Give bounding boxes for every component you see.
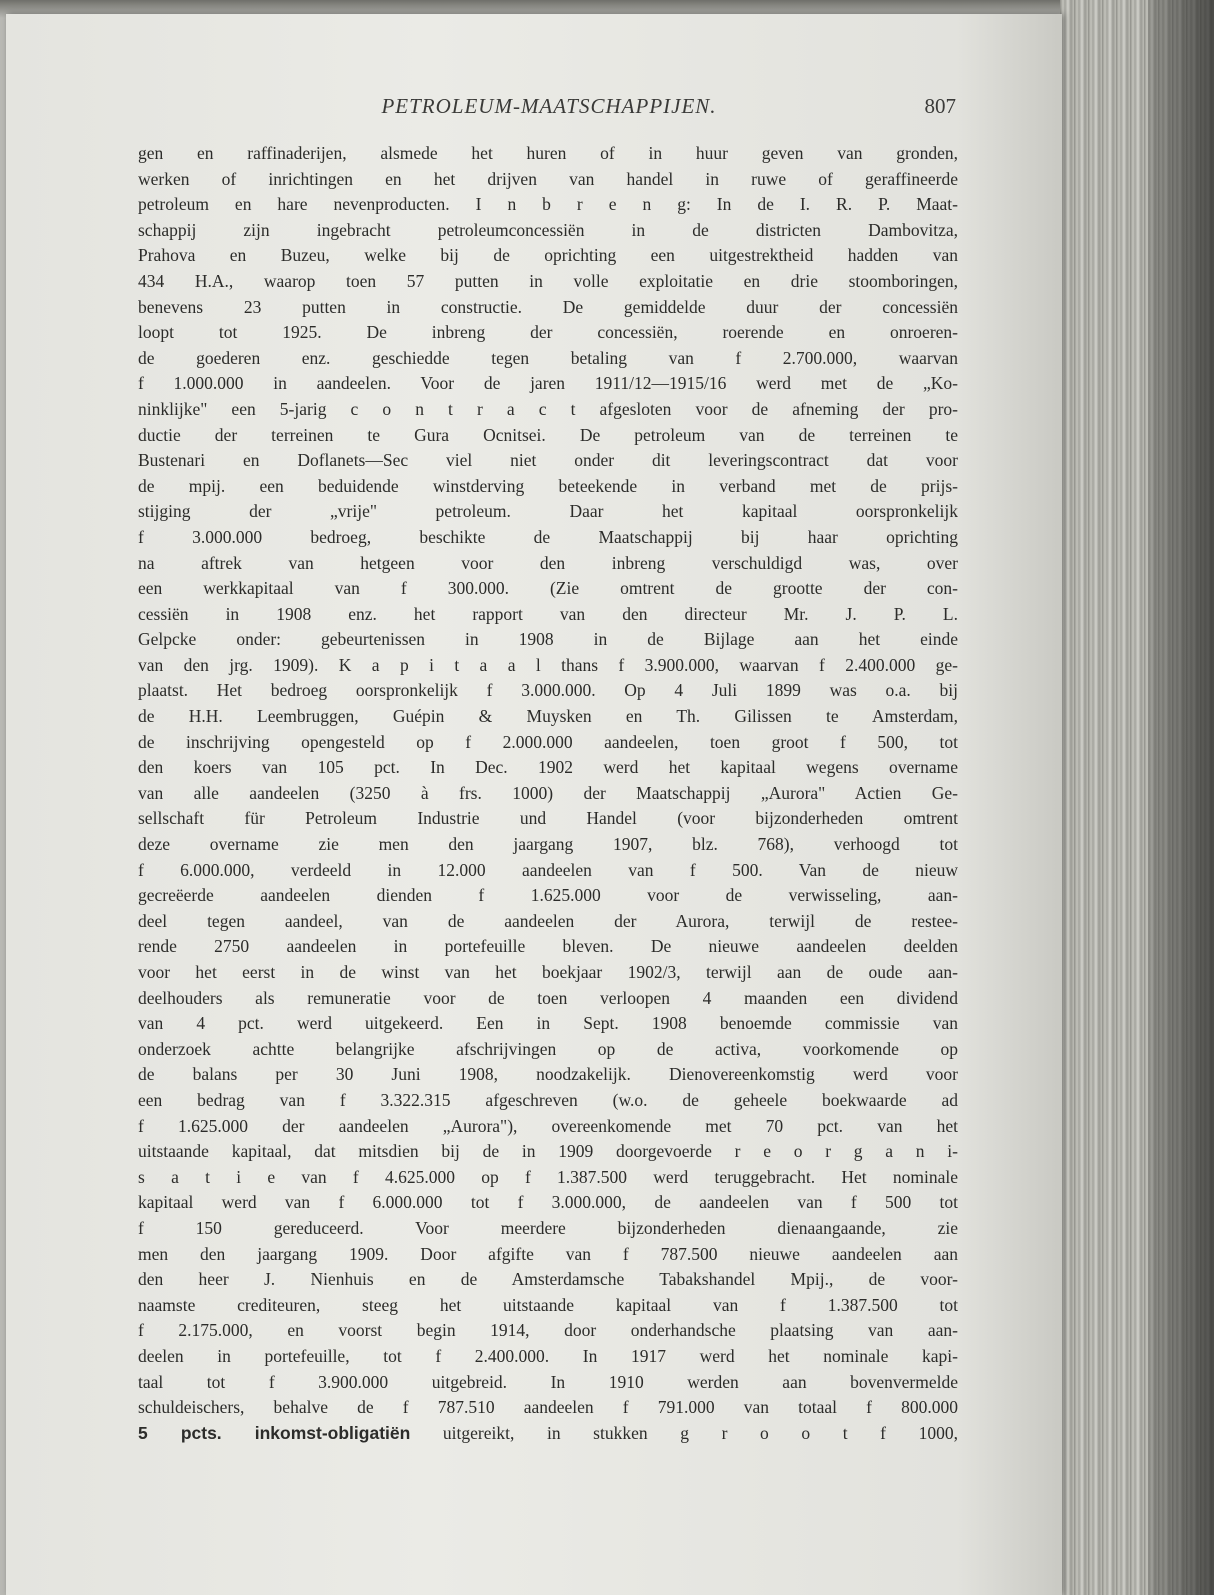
text-line: taal tot f 3.900.000 uitgebreid. In 1910 werden aan bovenvermelde	[138, 1371, 958, 1392]
text-line: uitstaande kapitaal, dat mitsdien bij de in 1909 doorgevoerde r e o r g a n i-	[138, 1141, 958, 1162]
text-line: de inschrijving opengesteld op f 2.000.000 aandeelen, toen groot f 500, tot	[138, 731, 958, 752]
page-header	[138, 94, 960, 128]
text-line: van den jrg. 1909). K a p i t a a l thans f 3.900.000, waarvan f 2.400.000 ge-	[138, 654, 958, 675]
bold-heading-inline: 5 pcts. inkomst-obligatiën	[138, 1422, 411, 1443]
text-line: Prahova en Buzeu, welke bij de oprichting een uitgestrektheid hadden van	[138, 245, 958, 266]
text-line: een bedrag van f 3.322.315 afgeschreven (w.o. de geheele boekwaarde ad	[138, 1089, 958, 1110]
text-line: f 3.000.000 bedroeg, beschikte de Maatschappij bij haar oprichting	[138, 526, 958, 547]
text-line: stijging der „vrije" petroleum. Daar het kapitaal oorspronkelijk	[138, 501, 958, 522]
text-line: na aftrek van hetgeen voor den inbreng verschuldigd was, over	[138, 552, 958, 573]
text-line: f 2.175.000, en voorst begin 1914, door onderhandsche plaatsing van aan-	[138, 1320, 958, 1341]
text-line: f 150 gereduceerd. Voor meerdere bijzonderheden dienaangaande, zie	[138, 1217, 958, 1238]
text-line-last	[138, 1421, 958, 1447]
text-line: deel tegen aandeel, van de aandeelen der Aurora, terwijl de restee-	[138, 910, 958, 931]
text-line: sellschaft für Petroleum Industrie und Handel (voor bijzonderheden omtrent	[138, 808, 958, 829]
book-spine-shadow	[1148, 0, 1214, 1595]
text-line: de mpij. een beduidende winstderving beteekende in verband met de prijs-	[138, 475, 958, 496]
page-number: 807	[924, 94, 956, 118]
text-line: werken of inrichtingen en het drijven van handel in ruwe of geraffineerde	[138, 168, 958, 189]
text-line: 434 H.A., waarop toen 57 putten in volle exploitatie en drie stoomboringen,	[138, 270, 958, 291]
text-line: schappij zijn ingebracht petroleumconcessiën in de districten Dambovitza,	[138, 219, 958, 240]
text-line: de goederen enz. geschiedde tegen betaling van f 2.700.000, waarvan	[138, 347, 958, 368]
text-line: cessiën in 1908 enz. het rapport van den directeur Mr. J. P. L.	[138, 603, 958, 624]
text-line: de balans per 30 Juni 1908, noodzakelijk. Dienovereenkomstig werd voor	[138, 1064, 958, 1085]
text-line: Gelpcke onder: gebeurtenissen in 1908 in de Bijlage aan het einde	[138, 629, 958, 650]
text-line: naamste crediteuren, steeg het uitstaande kapitaal van f 1.387.500 tot	[138, 1294, 958, 1315]
text-line: den koers van 105 pct. In Dec. 1902 werd het kapitaal wegens overname	[138, 757, 958, 778]
text-line: benevens 23 putten in constructie. De gemiddelde duur der concessiën	[138, 296, 958, 317]
text-line: men den jaargang 1909. Door afgifte van f 787.500 nieuwe aandeelen aan	[138, 1243, 958, 1264]
text-line: onderzoek achtte belangrijke afschrijvingen op de activa, voorkomende op	[138, 1038, 958, 1059]
text-line: van 4 pct. werd uitgekeerd. Een in Sept. 1908 benoemde commissie van	[138, 1013, 958, 1034]
text-line: ninklijke" een 5-jarig c o n t r a c t afgesloten voor de afneming der pro-	[138, 398, 958, 419]
body-text	[138, 141, 958, 1446]
text-line: schuldeischers, behalve de f 787.510 aandeelen f 791.000 van totaal f 800.000	[138, 1397, 958, 1418]
text-line: deze overname zie men den jaargang 1907, blz. 768), verhoogd tot	[138, 834, 958, 855]
text-line: voor het eerst in de winst van het boekjaar 1902/3, terwijl aan de oude aan-	[138, 962, 958, 982]
text-line: gen en raffinaderijen, alsmede het huren of in huur geven van gronden,	[138, 143, 958, 163]
text-line: rende 2750 aandeelen in portefeuille bleven. De nieuwe aandeelen deelden	[138, 936, 958, 957]
text-line: deelen in portefeuille, tot f 2.400.000. In 1917 werd het nominale kapi-	[138, 1345, 958, 1366]
text-line: f 6.000.000, verdeeld in 12.000 aandeelen van f 500. Van de nieuw	[138, 859, 958, 880]
text-line: deelhouders als remuneratie voor de toen verloopen 4 maanden een dividend	[138, 987, 958, 1008]
running-title: PETROLEUM-MAATSCHAPPIJEN.	[381, 94, 717, 118]
text-line: s a t i e van f 4.625.000 op f 1.387.500 werd teruggebracht. Het nominale	[138, 1166, 958, 1187]
text-line: f 1.000.000 in aandeelen. Voor de jaren 1911/12—1915/16 werd met de „Ko-	[138, 373, 958, 394]
text-line: gecreëerde aandeelen dienden f 1.625.000 voor de verwisseling, aan-	[138, 885, 958, 906]
text-line: Bustenari en Doflanets—Sec viel niet onder dit leveringscontract dat voor	[138, 450, 958, 471]
text-line: den heer J. Nienhuis en de Amsterdamsche Tabakshandel Mpij., de voor-	[138, 1269, 958, 1290]
text-line: de H.H. Leembruggen, Guépin & Muysken en Th. Gilissen te Amsterdam,	[138, 706, 958, 727]
text-line: een werkkapitaal van f 300.000. (Zie omtrent de grootte der con-	[138, 578, 958, 599]
text-line: plaatst. Het bedroeg oorspronkelijk f 3.000.000. Op 4 Juli 1899 was o.a. bij	[138, 680, 958, 701]
text-line: f 1.625.000 der aandeelen „Aurora"), overeenkomende met 70 pct. van het	[138, 1115, 958, 1136]
text-line: petroleum en hare nevenproducten. I n b r e n g: In de I. R. P. Maat-	[138, 194, 958, 215]
text-line: loopt tot 1925. De inbreng der concessiën, roerende en onroeren-	[138, 322, 958, 343]
text-line: kapitaal werd van f 6.000.000 tot f 3.000.000, de aandeelen van f 500 tot	[138, 1192, 958, 1213]
last-line-rest: uitgereikt, in stukken g r o o t f 1000,	[410, 1422, 958, 1443]
text-line: ductie der terreinen te Gura Ocnitsei. De petroleum van de terreinen te	[138, 424, 958, 445]
text-line: van alle aandeelen (3250 à frs. 1000) der Maatschappij „Aurora" Actien Ge-	[138, 782, 958, 803]
